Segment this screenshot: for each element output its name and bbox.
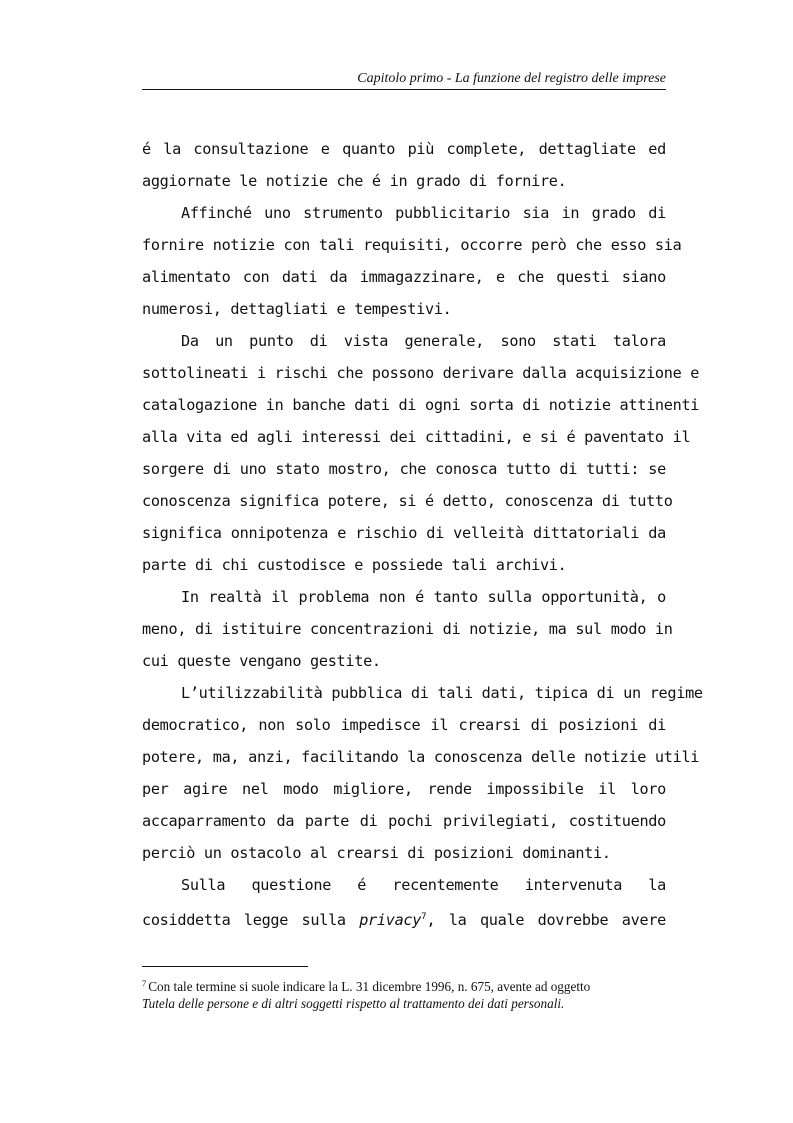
text-line: aggiornate le notizie che é in grado di fornire. — [142, 172, 567, 190]
text-line: alla vita ed agli interessi dei cittadini, e si é paventato il — [142, 428, 691, 446]
footnote-reference[interactable]: 7 — [421, 912, 427, 922]
header-divider — [142, 89, 666, 90]
text-line: é la consultazione e quanto più complete, dettagliate ed — [142, 140, 666, 158]
text-line: parte di chi custodisce e possiede tali archivi. — [142, 556, 567, 574]
text-line: per agire nel modo migliore, rende impossibile il loro — [142, 780, 666, 798]
text-line: fornire notizie con tali requisiti, occorre però che esso sia — [142, 236, 682, 254]
text-fragment: cosiddetta legge sulla — [142, 911, 360, 929]
text-line-with-footnote-ref — [142, 901, 666, 933]
footnote-line-italic: Tutela delle persone e di altri soggetti rispetto al trattamento dei dati personali. — [142, 996, 565, 1011]
paragraph-first-line: L’utilizzabilità pubblica di tali dati, tipica di un regime — [181, 684, 703, 702]
text-line: sorgere di uno stato mostro, che conosca tutto di tutti: se — [142, 460, 666, 478]
text-fragment: , la quale dovrebbe avere — [426, 911, 667, 929]
footnote — [142, 975, 666, 1012]
text-line: sottolineati i rischi che possono derivare dalla acquisizione e — [142, 364, 700, 382]
text-line: meno, di istituire concentrazioni di notizie, ma sul modo in — [142, 620, 673, 638]
footnote-divider — [142, 966, 308, 967]
text-line: conoscenza significa potere, si é detto, conoscenza di tutto — [142, 492, 673, 510]
paragraph-first-line: Da un punto di vista generale, sono stati talora — [181, 332, 666, 350]
footnote-number: 7 — [142, 978, 147, 988]
text-line: cui queste vengano gestite. — [142, 652, 381, 670]
text-line: democratico, non solo impedisce il crearsi di posizioni di — [142, 716, 666, 734]
text-line: numerosi, dettagliati e tempestivi. — [142, 300, 452, 318]
running-header: Capitolo primo - La funzione del registro delle imprese — [357, 71, 666, 86]
text-line: significa onnipotenza e rischio di velleità dittatoriali da — [142, 524, 666, 542]
text-line: accaparramento da parte di pochi privilegiati, costituendo — [142, 812, 666, 830]
text-line: potere, ma, anzi, facilitando la conoscenza delle notizie utili — [142, 748, 700, 766]
text-line: perciò un ostacolo al crearsi di posizioni dominanti. — [142, 844, 611, 862]
paragraph-first-line: Sulla questione é recentemente intervenuta la — [181, 876, 666, 894]
footnote-text: Con tale termine si suole indicare la L. 31 dicembre 1996, n. 675, avente ad oggetto — [148, 979, 591, 994]
paragraph-first-line: In realtà il problema non é tanto sulla opportunità, o — [181, 588, 666, 606]
text-line: catalogazione in banche dati di ogni sorta di notizie attinenti — [142, 396, 700, 414]
paragraph-first-line: Affinché uno strumento pubblicitario sia in grado di — [181, 204, 666, 222]
text-line: alimentato con dati da immagazzinare, e che questi siano — [142, 268, 666, 286]
body-text — [142, 133, 703, 933]
footnote-line — [142, 975, 666, 995]
emphasis-privacy: privacy — [359, 911, 422, 929]
